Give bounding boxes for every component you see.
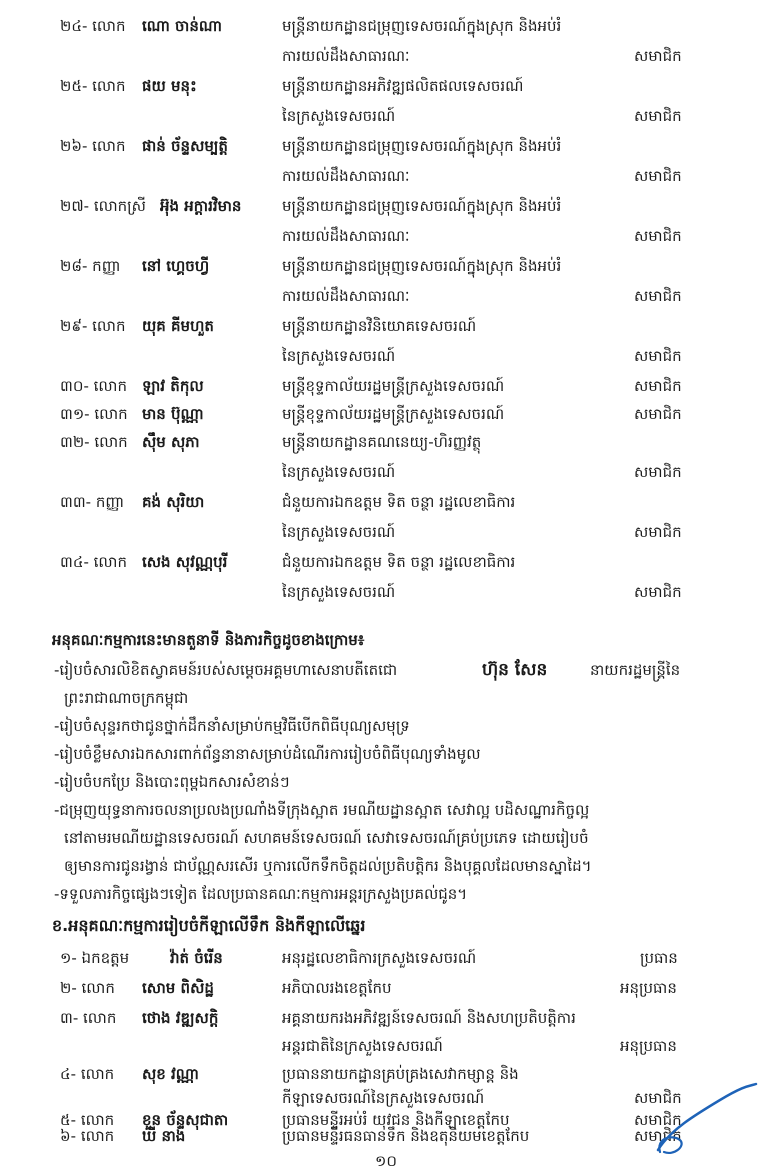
member-name: ណោ ចាន់ណា: [142, 17, 222, 35]
member-role: នៃក្រសួងទេសចរណ៍: [282, 583, 396, 601]
member-role: អភិបាលរងខេត្តកែប: [282, 979, 392, 997]
member-role: ការយល់ដឹងសាធារណៈ: [282, 287, 410, 305]
member-name: សេង សុវណ្ណបុរី: [142, 553, 228, 571]
section-heading: ខ.អនុគណៈកម្មការរៀបចំកីឡាលើទឹក និងកីឡាលើឆ្នេរ: [52, 916, 366, 935]
member-row: [0, 974, 772, 1004]
member-row: [0, 252, 772, 282]
section-heading-row: [0, 912, 772, 942]
member-status: អនុប្រធាន: [620, 979, 677, 997]
member-number: ៤- លោក: [60, 1065, 115, 1083]
member-row: [0, 428, 772, 458]
member-number: ៣៣- កញ្ញា: [60, 493, 125, 511]
member-role: ប្រធាននាយកដ្ឋានគ្រប់គ្រងសេវាកម្សាន្ត និង: [282, 1065, 519, 1083]
member-name: ថោង វឌ្ឍសក្តិ: [142, 1009, 219, 1027]
member-row-cont: [0, 458, 772, 488]
member-status: សមាជិក: [634, 1127, 682, 1145]
member-row-cont: [0, 342, 772, 372]
member-number: ៦- លោក: [60, 1127, 115, 1145]
member-row-cont: [0, 162, 772, 192]
member-name: វ៉ាត់ ចំរើន: [170, 949, 223, 967]
duty-item: [0, 712, 772, 742]
member-status: សមាជិក: [634, 1089, 682, 1107]
member-row: [0, 132, 772, 162]
member-row: [0, 312, 772, 342]
duty-item: [0, 768, 772, 798]
duty-item-cont: [0, 824, 772, 854]
member-role: កីឡាទេសចរណ៍នៃក្រសួងទេសចរណ៍: [282, 1089, 485, 1107]
member-name: ស៊ឹម សុភា: [142, 433, 200, 451]
member-row-cont: [0, 518, 772, 548]
member-row: [0, 12, 772, 42]
member-status: សមាជិក: [634, 583, 682, 601]
member-status: សមាជិក: [634, 347, 682, 365]
member-name: ផាន់ ច័ន្ទសម្បត្តិ: [142, 137, 228, 155]
member-role: នៃក្រសួងទេសចរណ៍: [282, 523, 396, 541]
duty-item: [0, 796, 772, 826]
duty-text: នាយករដ្ឋមន្ត្រីនៃ: [590, 661, 681, 679]
signature-mark: [650, 1080, 760, 1160]
member-number: ៣០- លោក: [60, 377, 127, 395]
member-name: សុខ វណ្ណា: [142, 1065, 199, 1083]
member-row-cont: [0, 282, 772, 312]
member-row: [0, 944, 772, 974]
member-row: [0, 192, 772, 222]
member-status: សមាជិក: [634, 1111, 682, 1129]
duty-item: [0, 880, 772, 910]
member-row: [0, 548, 772, 578]
member-number: ៣៤- លោក: [60, 553, 127, 571]
member-number: ៣២- លោក: [60, 433, 128, 451]
member-role: មន្ត្រីនាយកដ្ឋានគណនេយ្យ-ហិរញ្ញវត្ថុ: [282, 433, 482, 451]
member-role: ការយល់ដឹងសាធារណៈ: [282, 167, 410, 185]
member-name: ខួន ច័ន្ទសុជាតា: [142, 1111, 229, 1129]
member-name: មាន ប៊ុណ្ណា: [142, 405, 204, 423]
member-status: សមាជិក: [634, 287, 682, 305]
member-row: [0, 400, 772, 430]
member-role: ការយល់ដឹងសាធារណៈ: [282, 227, 410, 245]
member-status: អនុប្រធាន: [620, 1037, 677, 1055]
member-name: ផយ មនុះ: [142, 77, 197, 95]
member-name: ឡាវ តិកុល: [142, 377, 204, 395]
duty-text: -រៀបចំសុន្ទរកថាជូនថ្នាក់ដឹកនាំសម្រាប់កម្មវិធីបើកពិធីបុណ្យសមុទ្រ: [54, 717, 410, 735]
member-role: នៃក្រសួងទេសចរណ៍: [282, 347, 396, 365]
member-row-cont: [0, 578, 772, 608]
member-row-cont: [0, 42, 772, 72]
member-role: មន្ត្រីនាយកដ្ឋានជម្រុញទេសចរណ៍ក្នុងស្រុក និងអប់រំ: [282, 17, 562, 35]
duty-item: [0, 740, 772, 770]
member-status: សមាជិក: [634, 405, 682, 423]
duties-intro-row: [0, 626, 772, 656]
duty-text: ព្រះរាជាណាចក្រកម្ពុជា: [64, 689, 189, 707]
member-role: នៃក្រសួងទេសចរណ៍: [282, 107, 396, 125]
highlighted-name: ហ៊ុន សែន: [482, 660, 548, 680]
member-role: ការយល់ដឹងសាធារណៈ: [282, 47, 410, 65]
member-name: ឃី នាង: [142, 1127, 186, 1145]
member-role: ជំនួយការឯកឧត្តម ទិត ចន្ថា រដ្ឋលេខាធិការ: [282, 493, 516, 511]
member-name: អ៊ុង អក្តារវិមាន: [160, 197, 242, 215]
page-number: ១០: [375, 1152, 397, 1170]
member-number: ៥- លោក: [60, 1111, 115, 1129]
member-row: [0, 372, 772, 402]
duty-text: នៅតាមរមណីយដ្ឋានទេសចរណ៍ សហគមន៍ទេសចរណ៍ សេវាទេសចរណ៍គ្រប់ប្រភេទ ដោយរៀបចំ: [64, 829, 589, 847]
member-status: សមាជិក: [634, 523, 682, 541]
member-status: សមាជិក: [634, 227, 682, 245]
member-role: អនុរដ្ឋលេខាធិការក្រសួងទេសចរណ៍: [282, 949, 477, 967]
member-row: [0, 488, 772, 518]
member-name: នៅ ហ្គេចហ្វី: [142, 257, 210, 275]
member-number: ២៨- កញ្ញា: [60, 257, 121, 275]
member-role: មន្ត្រីនាយកដ្ឋានជម្រុញទេសចរណ៍ក្នុងស្រុក និងអប់រំ: [282, 137, 562, 155]
member-role: នៃក្រសួងទេសចរណ៍: [282, 463, 396, 481]
duty-item-cont: [0, 852, 772, 882]
member-row-cont: [0, 222, 772, 252]
member-role: មន្ត្រីខុទ្ទកាល័យរដ្ឋមន្ត្រីក្រសួងទេសចរណ៍: [282, 377, 505, 395]
duty-text: -រៀបចំបកប្រែ និងបោះពុម្ពឯកសារសំខាន់ៗ: [54, 773, 290, 791]
duties-intro: អនុគណៈកម្មការនេះមានតួនាទី និងភារកិច្ចដូចខាងក្រោម៖: [52, 631, 365, 649]
duty-text: -រៀបចំសារលិខិតស្វាគមន៍របស់សម្តេចអគ្គមហាសេនាបតីតេជោ: [54, 661, 398, 679]
duty-text: -ជម្រុញយុទ្ធនាការចលនាប្រលងប្រណាំងទីក្រុងស្អាត រមណីយដ្ឋានស្អាត សេវាល្អ បដិសណ្ឋារកិច្ចល្អ: [54, 801, 590, 819]
member-number: ២៥- លោក: [60, 77, 126, 95]
duty-text: -ទទួលភារកិច្ចផ្សេងៗទៀត ដែលប្រធានគណៈកម្មការអន្តរក្រសួងប្រគល់ជូន។: [54, 885, 468, 903]
member-name: គង់ សុរិយា: [142, 493, 205, 511]
member-row-cont: [0, 1032, 772, 1062]
member-status: សមាជិក: [634, 167, 682, 185]
member-role: ប្រធានមន្ទីរធនធានទឹក និងឧតុនិយមខេត្តកែប: [282, 1127, 530, 1145]
member-number: ២៦- លោក: [60, 137, 126, 155]
duty-item-cont: [0, 684, 772, 714]
member-number: ២៤- លោក: [60, 17, 126, 35]
member-role: អគ្គនាយករងអភិវឌ្ឍន៍ទេសចរណ៍ និងសហប្រតិបត្តិការ: [282, 1009, 576, 1027]
member-name: យុគ គីមហួត: [142, 317, 214, 335]
duty-text: ឲ្យមានការជូនរង្វាន់ ជាប័ណ្ណសរសើរ ឬការលើកទឹកចិត្តដល់ប្រតិបត្តិករ និងបុគ្គលដែលមានស្នាដៃ។: [64, 857, 592, 875]
member-name: សោម ពិសិដ្ឋ: [142, 979, 214, 997]
member-number: ៣- លោក: [60, 1009, 117, 1027]
member-role: ជំនួយការឯកឧត្តម ទិត ចន្ថា រដ្ឋលេខាធិការ: [282, 553, 516, 571]
member-number: ២៩- លោក: [60, 317, 126, 335]
member-row-cont: [0, 102, 772, 132]
member-number: ២- លោក: [60, 979, 115, 997]
member-role: មន្ត្រីនាយកដ្ឋានជម្រុញទេសចរណ៍ក្នុងស្រុក និងអប់រំ: [282, 197, 562, 215]
duty-item: [0, 656, 772, 686]
member-status: ប្រធាន: [640, 949, 678, 967]
member-number: ១- ឯកឧត្តម: [60, 949, 130, 967]
member-role: មន្ត្រីនាយកដ្ឋានវិនិយោគទេសចរណ៍: [282, 317, 477, 335]
member-status: សមាជិក: [634, 377, 682, 395]
duty-text: -រៀបចំខ្លឹមសារឯកសារពាក់ព័ន្ធនានាសម្រាប់ដំណើរការរៀបចំពិធីបុណ្យទាំងមូល: [54, 745, 481, 763]
member-row: [0, 72, 772, 102]
member-role: មន្ត្រីនាយកដ្ឋានជម្រុញទេសចរណ៍ក្នុងស្រុក និងអប់រំ: [282, 257, 562, 275]
member-role: ប្រធានមន្ទីរអប់រំ យុវជន និងកីឡាខេត្តកែប: [282, 1111, 510, 1129]
member-status: សមាជិក: [634, 47, 682, 65]
member-row: [0, 1004, 772, 1034]
member-number: ២៧- លោកស្រី: [60, 197, 146, 215]
member-status: សមាជិក: [634, 107, 682, 125]
member-role: អន្តរជាតិនៃក្រសួងទេសចរណ៍: [282, 1037, 443, 1055]
member-number: ៣១- លោក: [60, 405, 128, 423]
member-status: សមាជិក: [634, 463, 682, 481]
member-role: មន្ត្រីខុទ្ទកាល័យរដ្ឋមន្ត្រីក្រសួងទេសចរណ៍: [282, 405, 505, 423]
member-role: មន្ត្រីនាយកដ្ឋានអភិវឌ្ឍផលិតផលទេសចរណ៍: [282, 77, 524, 95]
